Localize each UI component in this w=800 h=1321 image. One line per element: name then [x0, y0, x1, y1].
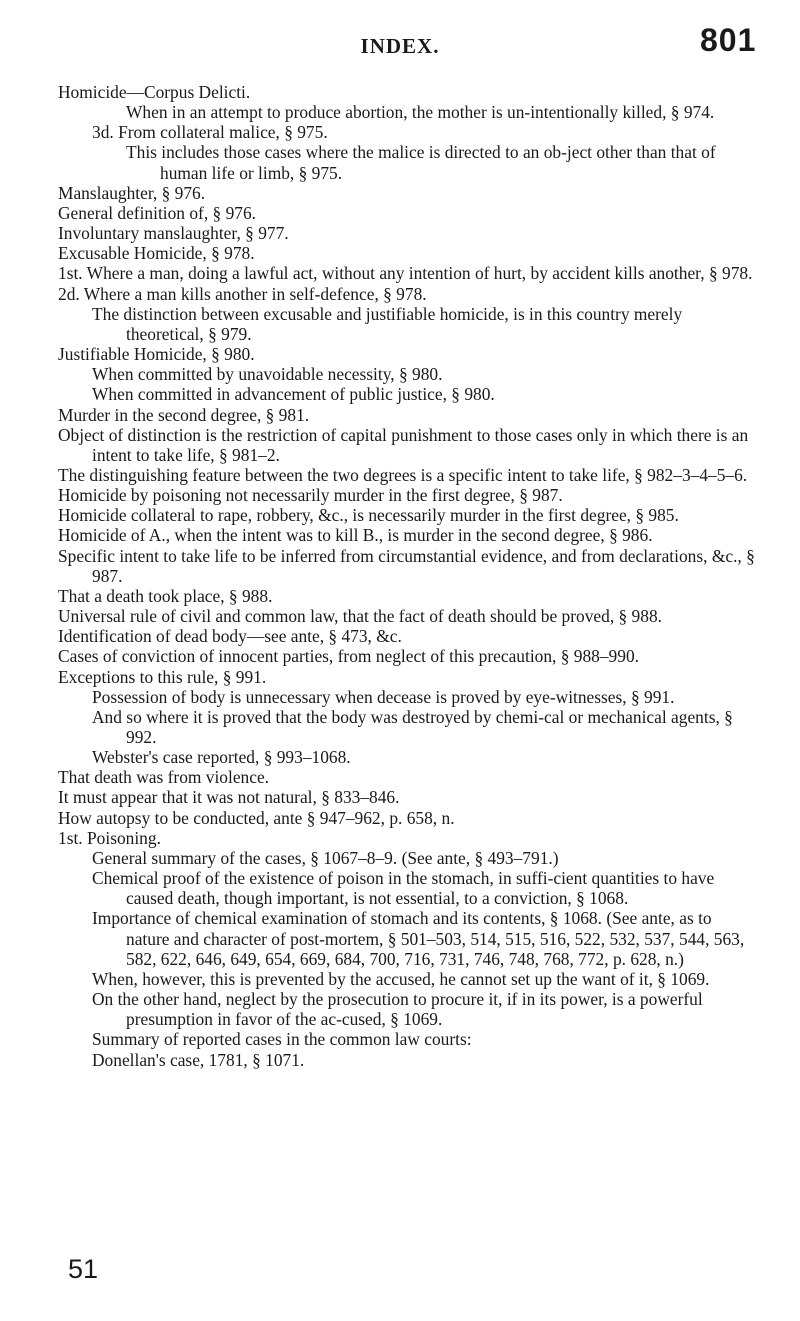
index-entry: When, however, this is prevented by the accused, he cannot set up the want of it, § 1069.	[92, 968, 710, 989]
index-entry: That a death took place, § 988.	[58, 585, 273, 606]
index-entry: How autopsy to be conducted, ante § 947–962, p. 658, n.	[58, 807, 455, 828]
index-entry: Importance of chemical examination of stomach and its contents, § 1068. (See ante, as to nature and character of post-mortem, § 501–503, 514, 515, 516, 522, 532, 537, 544, 563, 582, 622, 646, 649, 654, 669, 684, 700, 716, 731, 746, 748, 768, 772, p. 628, n.)	[92, 908, 745, 969]
index-entry: It must appear that it was not natural, § 833–846.	[58, 787, 400, 808]
index-entry: 2d. Where a man kills another in self-defence, § 978.	[58, 283, 427, 304]
index-entry: 1st. Where a man, doing a lawful act, without any intention of hurt, by accident kills another, § 978.	[58, 263, 753, 284]
index-entry: Cases of conviction of innocent parties, from neglect of this precaution, § 988–990.	[58, 646, 639, 667]
index-entry: General summary of the cases, § 1067–8–9. (See ante, § 493–791.)	[92, 847, 559, 868]
signature-mark: 51	[68, 1254, 99, 1284]
index-entry: That death was from violence.	[58, 767, 270, 788]
index-entry: Murder in the second degree, § 981.	[58, 404, 310, 425]
index-entry: Identification of dead body—see ante, § 473, &c.	[58, 626, 402, 647]
index-entry: The distinguishing feature between the two degrees is a specific intent to take life, § 982–3–4–5–6.	[58, 464, 748, 485]
index-entry: When committed in advancement of public justice, § 980.	[92, 384, 495, 405]
index-entry: General definition of, § 976.	[58, 202, 257, 223]
index-entry: Justifiable Homicide, § 980.	[58, 344, 255, 365]
index-entry: Chemical proof of the existence of poison in the stomach, in suffi-cient quantities to have caused death, though important, is not essential, to a conviction, § 1068.	[92, 868, 715, 909]
index-entry: Homicide collateral to rape, robbery, &c., is necessarily murder in the first degree, § 985.	[58, 505, 679, 526]
index-entry: Specific intent to take life to be inferred from circumstantial evidence, and from declarations, &c., § 987.	[58, 545, 755, 586]
page-title: INDEX.	[360, 34, 440, 58]
index-entry: 3d. From collateral malice, § 975.	[92, 122, 328, 143]
index-entries	[58, 82, 758, 1070]
index-entry: Homicide of A., when the intent was to kill B., is murder in the second degree, § 986.	[58, 525, 653, 546]
index-entry: Exceptions to this rule, § 991.	[58, 666, 267, 687]
index-entry: Donellan's case, 1781, § 1071.	[92, 1049, 305, 1070]
index-entry: Object of distinction is the restriction of capital punishment to those cases only in which there is an intent to take life, § 981–2.	[58, 424, 749, 465]
index-entry: Involuntary manslaughter, § 977.	[58, 223, 289, 244]
index-entry: This includes those cases where the malice is directed to an ob-ject other than that of human life or limb, § 975.	[126, 142, 716, 183]
index-entry: When committed by unavoidable necessity, § 980.	[92, 364, 443, 385]
index-entry: Summary of reported cases in the common law courts:	[92, 1029, 472, 1050]
page-number: 801	[700, 22, 757, 58]
index-entry: Webster's case reported, § 993–1068.	[92, 747, 351, 768]
index-entry: On the other hand, neglect by the prosecution to procure it, if in its power, is a powerful presumption in favor of the ac-cused, § 1069.	[92, 989, 703, 1030]
index-entry: Homicide—Corpus Delicti.	[58, 82, 251, 102]
index-entry: When in an attempt to produce abortion, the mother is un-intentionally killed, § 974.	[126, 102, 715, 123]
index-entry: 1st. Poisoning.	[58, 827, 161, 848]
index-entry: Homicide by poisoning not necessarily murder in the first degree, § 987.	[58, 485, 563, 506]
index-entry: Excusable Homicide, § 978.	[58, 243, 255, 264]
index-entry: The distinction between excusable and justifiable homicide, is in this country merely theoretical, § 979.	[92, 303, 683, 344]
index-entry: Possession of body is unnecessary when decease is proved by eye-witnesses, § 991.	[92, 686, 675, 707]
index-entry: Universal rule of civil and common law, that the fact of death should be proved, § 988.	[58, 606, 662, 627]
index-entry: And so where it is proved that the body was destroyed by chemi-cal or mechanical agents, § 992.	[92, 706, 733, 747]
index-entry: Manslaughter, § 976.	[58, 182, 206, 203]
